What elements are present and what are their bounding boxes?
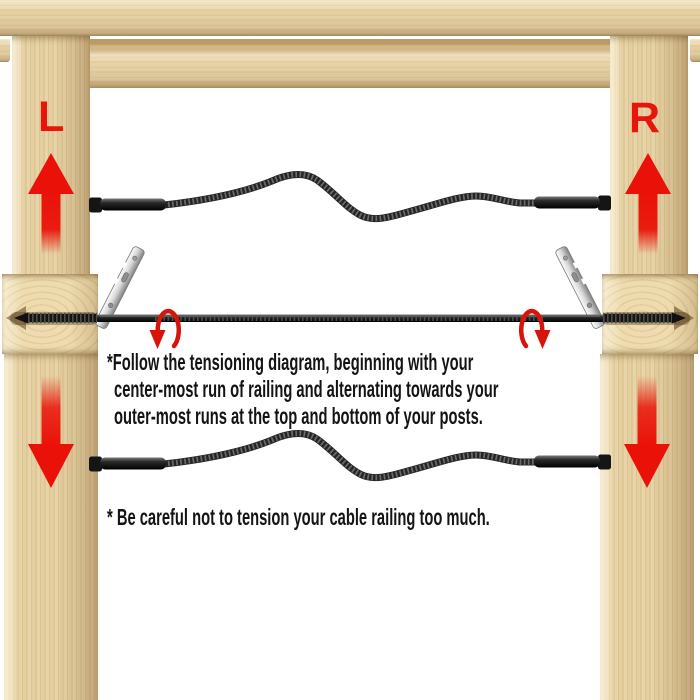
bottom-right-fitting-body <box>534 456 600 468</box>
left-threaded-rod <box>14 313 97 324</box>
left-up-arrow-icon <box>28 153 74 254</box>
top-right-fitting-body <box>534 197 600 209</box>
caution-note: * Be careful not to tension your cable railing too much. <box>107 504 490 530</box>
right-down-arrow-icon <box>624 376 670 488</box>
left-down-arrow-icon <box>28 376 74 488</box>
instruction-line-3: outer-most runs at the top and bottom of your posts. <box>114 403 483 429</box>
center-cable-run <box>14 313 686 324</box>
right-post-label: R <box>629 94 661 142</box>
top-left-fitting-body <box>100 199 166 211</box>
top-cable-run <box>89 174 611 218</box>
instruction-note <box>107 349 498 430</box>
bottom-cable-run <box>89 433 611 477</box>
instruction-line-1: *Follow the tensioning diagram, beginning with your <box>107 349 474 375</box>
instruction-line-2: center-most run of railing and alternating towards your <box>114 376 499 402</box>
right-up-arrow-icon <box>625 153 671 254</box>
left-post-label: L <box>38 93 65 141</box>
right-threaded-rod <box>603 313 686 324</box>
bottom-left-fitting-body <box>100 458 166 470</box>
